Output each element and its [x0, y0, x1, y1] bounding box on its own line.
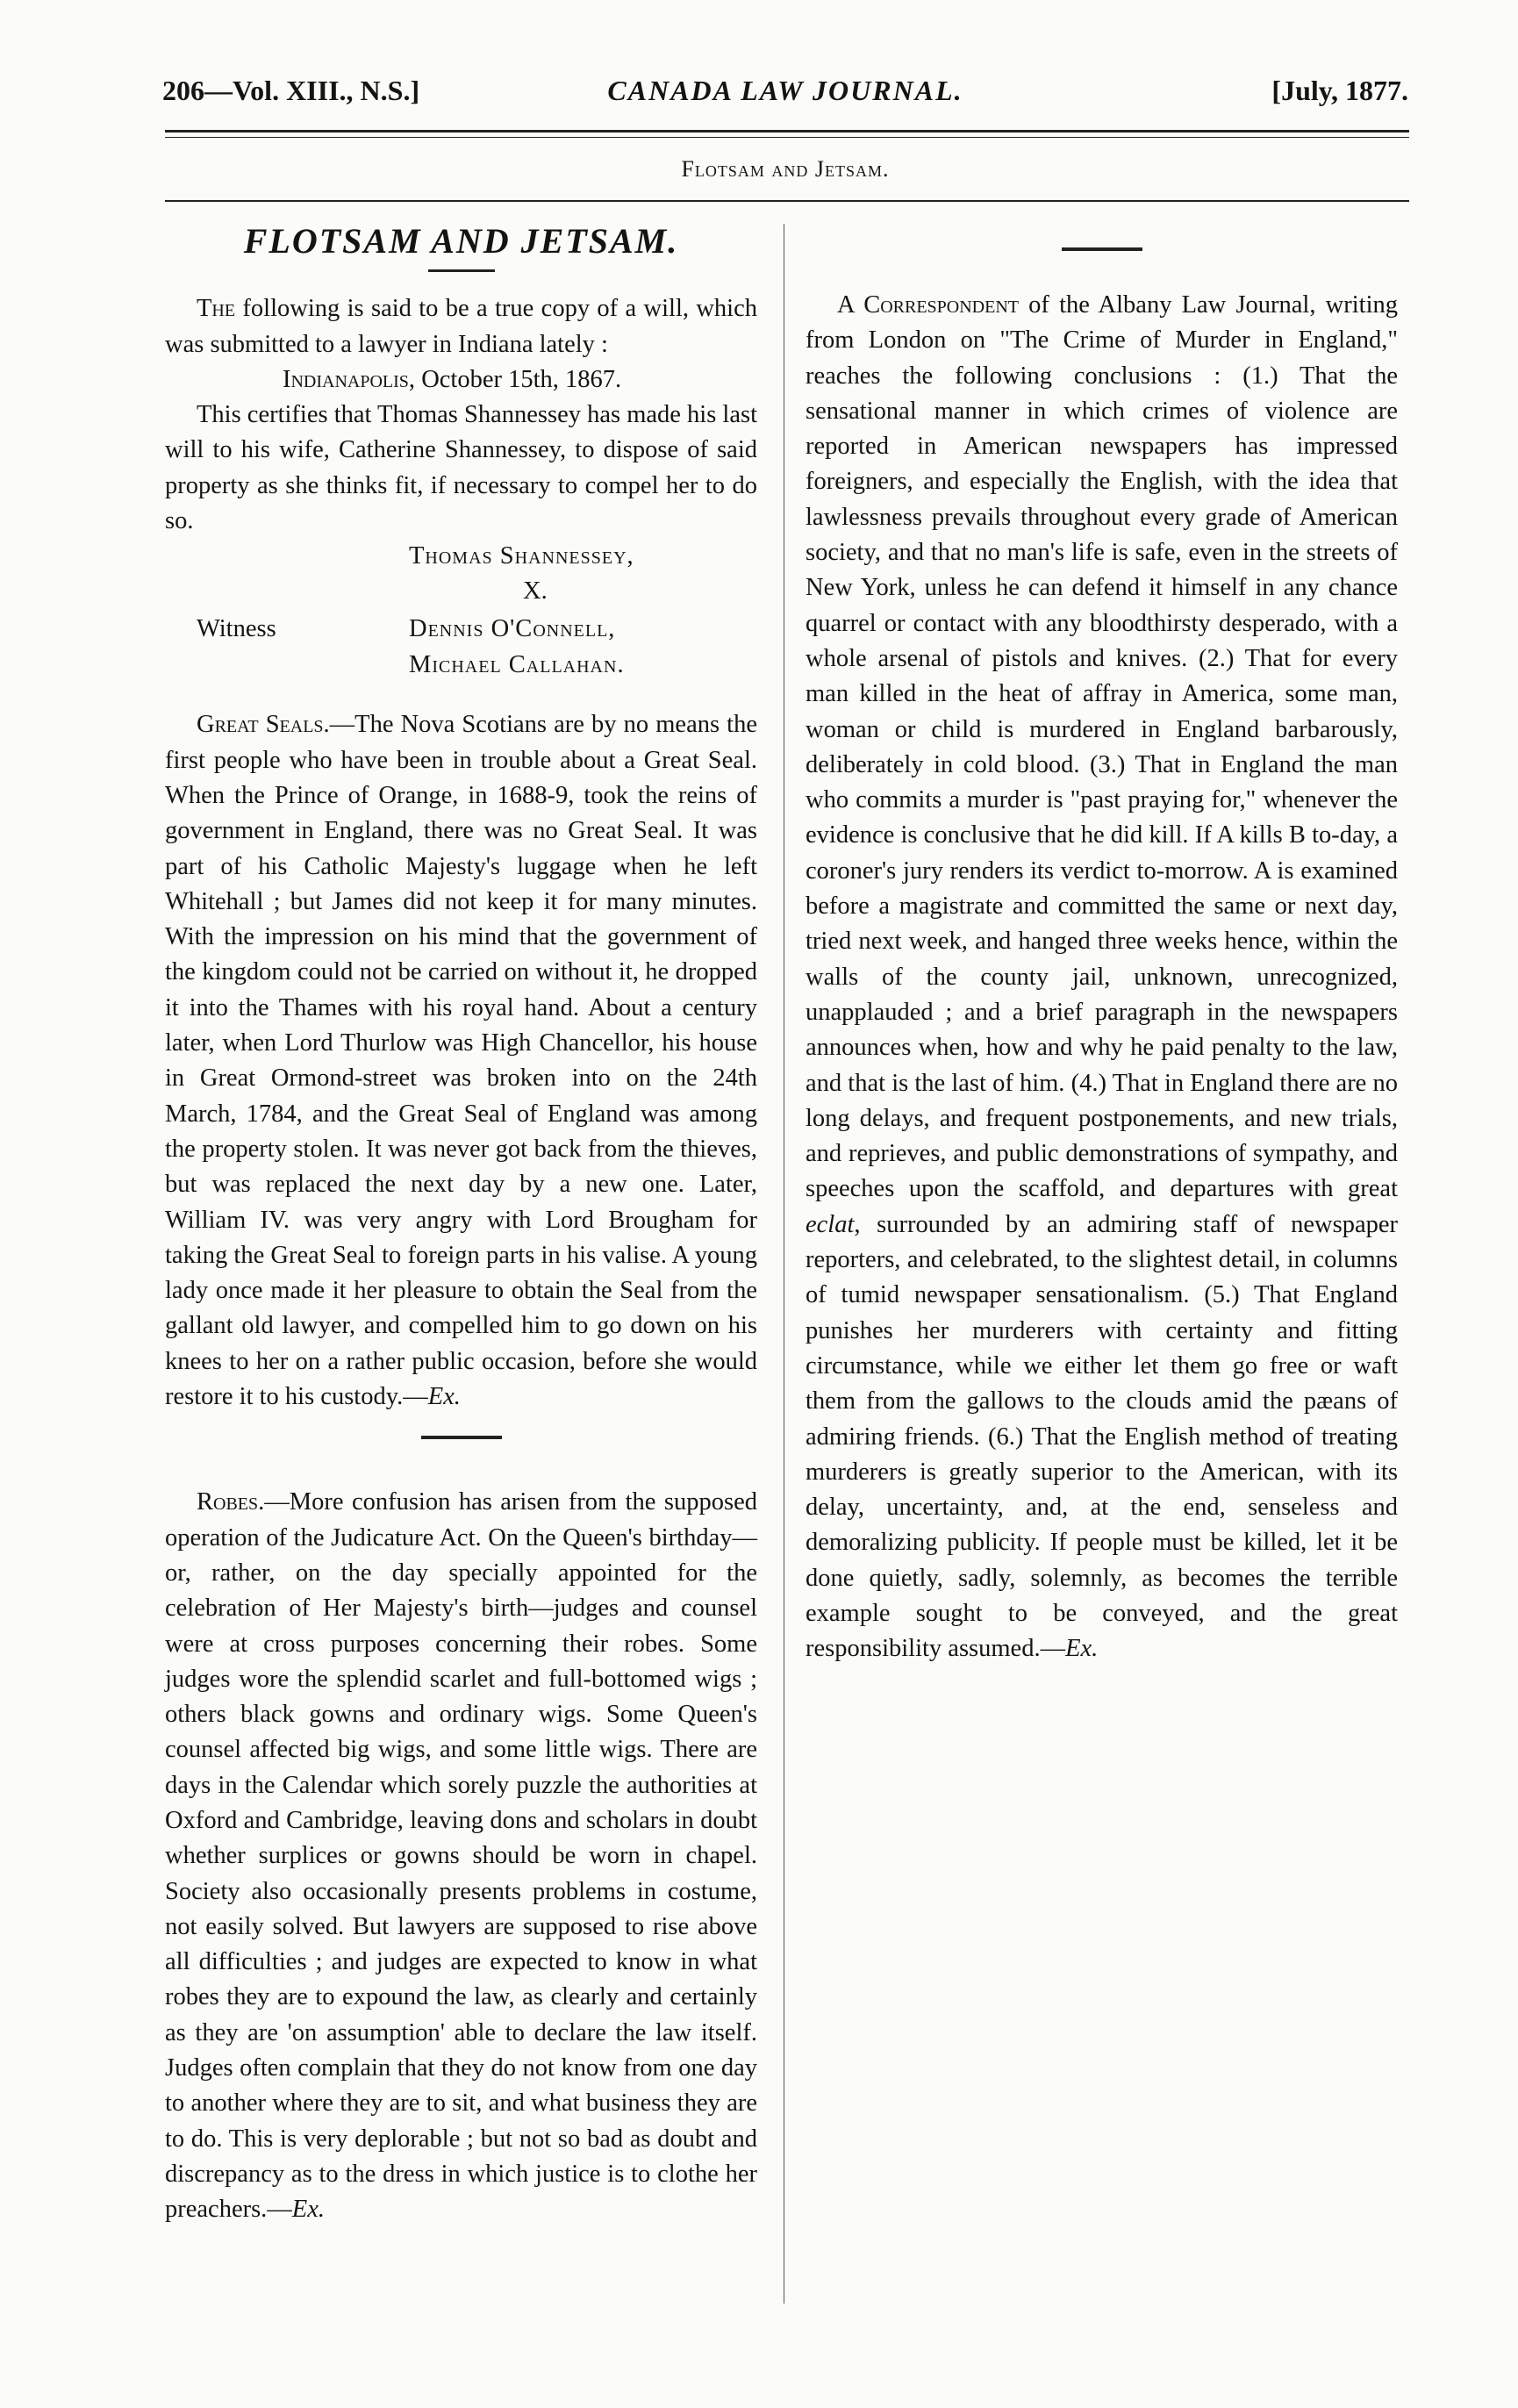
- correspondent-eclat: eclat: [806, 1210, 855, 1238]
- correspondent-source: Ex.: [1065, 1635, 1099, 1663]
- left-column: [165, 221, 758, 2228]
- witness-name-2: Michael Callahan.: [409, 651, 625, 679]
- correspondent-text: of the Albany Law Journal, writing from London on "The Crime of Murder in England," reaches the following conclusions : (1.) That the sensational manner in which crimes of violence are reported in American newspapers has impressed foreigners, and especially the English, with the idea that lawlessness prevails throughout every grade of American society, and that no man's life is safe, even in the streets of New York, unless he can defend it himself in any chance quarrel or contact with any bloodthirsty desperado, with a whole arsenal of pistols and knives. (2.) That for every man killed in the heat of affray in America, some man, woman or child is murdered in England barbarously, deliberately in cold blood. (3.) That in England the man who commits a murder is "past praying for," whenever the evidence is conclusive that he did kill. If A kills B to-day, a coroner's jury renders its verdict to-morrow. A is examined before a magistrate and committed the same or next day, tried next week, and hanged three weeks hence, within the walls of the county jail, unknown, unrecognized, unapplauded ; and a brief paragraph in the newspapers announces when, how and why he paid penalty to the law, and that is the last of him. (4.) That in England there are no long delays, and frequent postponements, and new trials, and reprieves, and public demonstrations of sympathy, and speeches upon the scaffold, and departures with great: [806, 291, 1398, 1203]
- article-title: FLOTSAM AND JETSAM.: [243, 221, 679, 261]
- will-signatures: [165, 539, 757, 688]
- will-intro-text: following is said to be a true copy of a will, which was submitted to a lawyer in Indiana lately :: [165, 295, 757, 358]
- witness-name-1: Dennis O'Connell,: [409, 615, 616, 643]
- testator-mark: X.: [523, 577, 548, 606]
- will-dateline-date: October 15th, 1867.: [415, 365, 622, 393]
- will-intro: [165, 291, 757, 362]
- robes-paragraph: [165, 1485, 757, 2227]
- separator-rule: [1062, 247, 1142, 251]
- header-rule-top: [165, 130, 1409, 133]
- running-header: [162, 75, 1408, 120]
- section-heading: Flotsam and Jetsam.: [681, 156, 890, 182]
- great-seals-source: Ex.: [427, 1383, 461, 1411]
- testator-name: Thomas Shannessey,: [409, 542, 634, 570]
- correspondent-text-2: , surrounded by an admiring staff of newspaper reporters, and celebrated, to the slightest detail, in columns of tumid newspaper sensationalism. (5.) That England punishes her murderers with certainty and fitting circumstance, while we either let them go free or waft them from the gallows to the clouds amid the pæans of admiring friends. (6.) That the English method of treating murderers is greatly superior to the American, with its delay, uncertainty, and, at the end, senseless and demoralizing publicity. If people must be killed, let it be done quietly, sadly, solemnly, as becomes the terrible example sought to be conveyed, and the great responsibility assumed.—: [806, 1210, 1398, 1663]
- title-rule: [428, 269, 495, 272]
- great-seals-paragraph: [165, 707, 757, 1415]
- separator-rule: [421, 1436, 502, 1439]
- correspondent-paragraph: [806, 288, 1398, 1667]
- header-rule-bottom: [165, 137, 1409, 138]
- issue-date: [July, 1877.: [1271, 75, 1408, 106]
- correspondent-heading: A Correspondent: [837, 291, 1019, 319]
- will-intro-lead: The: [197, 295, 236, 323]
- witness-label: Witness: [197, 615, 276, 643]
- page-volume-label: 206—Vol. XIII., N.S.]: [162, 75, 420, 106]
- right-column: [806, 221, 1398, 1667]
- section-rule: [165, 200, 1409, 202]
- robes-heading: Robes.: [197, 1488, 265, 1516]
- great-seals-heading: Great Seals.: [197, 711, 330, 739]
- robes-source: Ex.: [291, 2196, 325, 2224]
- robes-text: —More confusion has arisen from the supposed operation of the Judicature Act. On the Queen's birthday—or, rather, on the day specially appointed for the celebration of Her Majesty's birth—judges and counsel were at cross purposes concerning their robes. Some judges wore the splendid scarlet and full-bottomed wigs ; others black gowns and ordinary wigs. Some Queen's counsel affected big wigs, and some little wigs. There are days in the Calendar which sorely puzzle the authorities at Oxford and Cambridge, leaving dons and scholars in doubt whether surplices or gowns should be worn in chapel. Society also occasionally presents problems in costume, not easily solved. But lawyers are supposed to rise above all difficulties ; and judges are expected to know in what robes they are to expound the law, as clearly and certainly as they are 'on assumption' able to declare the law itself. Judges often complain that they do not know from one day to another where they are to sit, and what business they are to do. This is very deplorable ; but not so bad as doubt and discrepancy as to the dress in which justice is to clothe her preachers.—: [165, 1488, 757, 2224]
- journal-title: CANADA LAW JOURNAL.: [607, 75, 963, 106]
- will-dateline-place: Indianapolis,: [283, 365, 416, 393]
- will-dateline: [165, 362, 757, 398]
- will-text: This certifies that Thomas Shannessey has made his last will to his wife, Catherine Shannessey, to dispose of said property as she thinks fit, if necessary to compel her to do so.: [165, 401, 758, 535]
- great-seals-text: —The Nova Scotians are by no means the first people who have been in trouble about a Great Seal. When the Prince of Orange, in 1688-9, took the reins of government in England, there was no Great Seal. It was part of his Catholic Majesty's luggage when he left Whitehall ; but James did not keep it for many minutes. With the impression on his mind that the government of the kingdom could not be carried on without it, he dropped it into the Thames with his royal hand. About a century later, when Lord Thurlow was High Chancellor, his house in Great Ormond-street was broken into on the 24th March, 1784, and the Great Seal of England was among the property stolen. It was never got back from the thieves, but was replaced the next day by a new one. Later, William IV. was very angry with Lord Brougham for taking the Great Seal to foreign parts in his valise. A young lady once made it her pleasure to obtain the Seal from the gallant old lawyer, and compelled him to go down on his knees to her on a rather public occasion, before she would restore it to his custody.—: [165, 711, 757, 1411]
